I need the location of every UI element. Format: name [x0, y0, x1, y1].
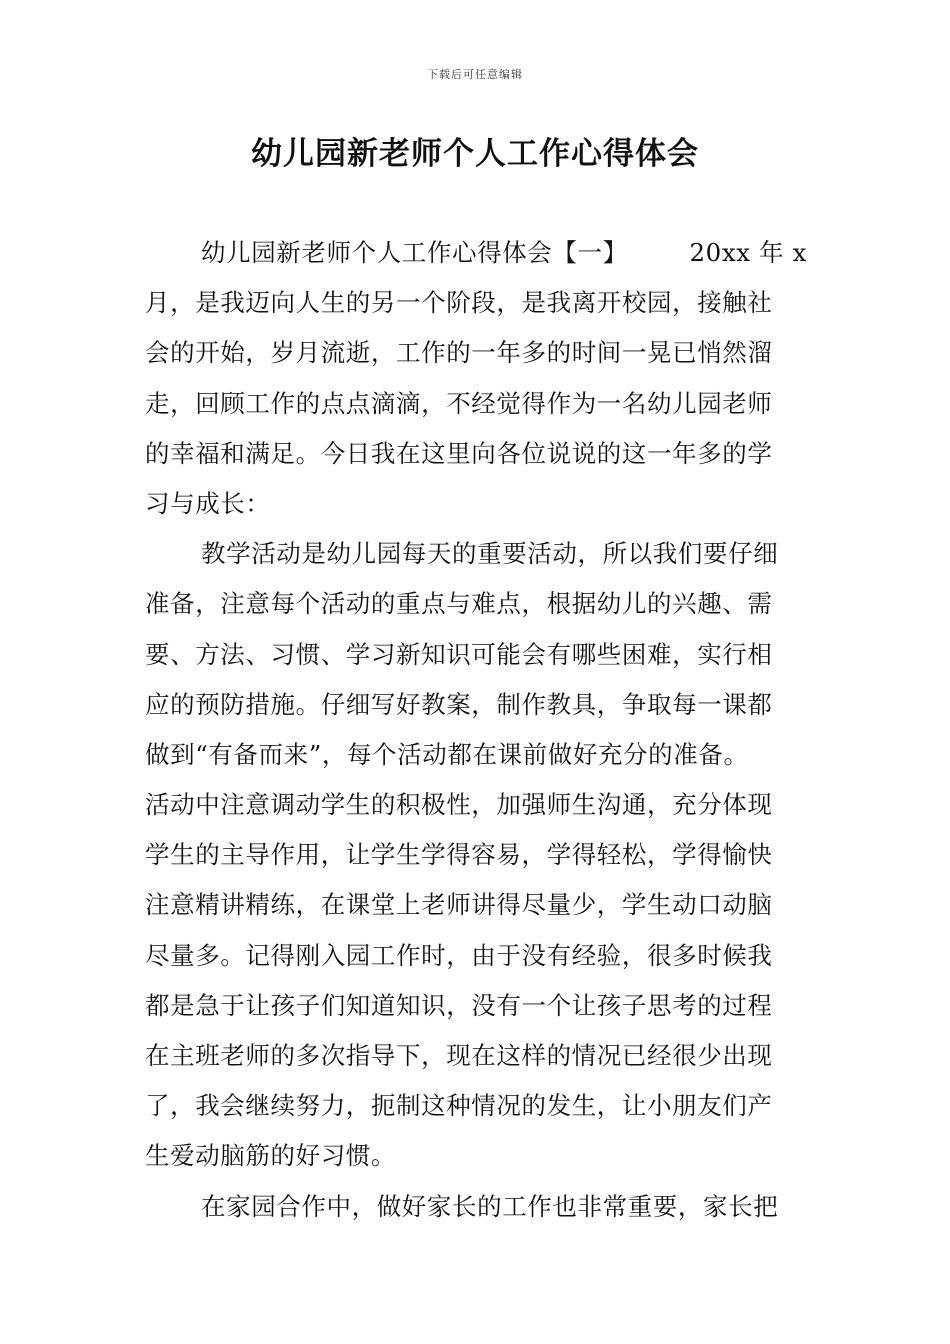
paragraph-3-line-1: 在家园合作中，做好家长的工作也非常重要，家长把: [201, 1191, 779, 1221]
paragraph-2-line-10: 都是急于让孩子们知道知识，没有一个让孩子思考的过程: [145, 990, 773, 1020]
paragraph-2-line-2: 准备，注意每个活动的重点与难点，根据幼儿的兴趣、需: [145, 589, 773, 619]
paragraph-2-line-13: 生爱动脑筋的好习惯。: [145, 1141, 396, 1171]
paragraph-2-line-12: 了，我会继续努力，扼制这种情况的发生，让小朋友们产: [145, 1091, 773, 1121]
paragraph-1-line-2: 月，是我迈向人生的另一个阶段，是我离开校园，接触社: [145, 288, 773, 318]
paragraph-2-line-3: 要、方法、习惯、学习新知识可能会有哪些困难，实行相: [145, 639, 773, 669]
paragraph-2-line-7: 学生的主导作用，让学生学得容易，学得轻松，学得愉快: [145, 840, 773, 870]
paragraph-2-line-9: 尽量多。记得刚入园工作时，由于没有经验，很多时候我: [145, 940, 773, 970]
paragraph-1-line-3: 会的开始，岁月流逝，工作的一年多的时间一晃已悄然溜: [145, 338, 773, 368]
document-body: [145, 228, 807, 1232]
paragraph-2-line-6: 活动中注意调动学生的积极性，加强师生沟通，充分体现: [145, 790, 773, 820]
section-heading: 幼儿园新老师个人工作心得体会【一】: [201, 238, 628, 267]
paragraph-1-line-1: [145, 228, 807, 278]
paragraph-2-line-1: 教学活动是幼儿园每天的重要活动，所以我们要仔细: [201, 539, 779, 569]
paragraph-2-line-4: 应的预防措施。仔细写好教案，制作教具，争取每一课都: [145, 689, 773, 719]
document-title: 幼儿园新老师个人工作心得体会: [251, 136, 699, 172]
paragraph-1-line-5: 的幸福和满足。今日我在这里向各位说说的这一年多的学: [145, 438, 773, 468]
paragraph-2-line-8: 注意精讲精练，在课堂上老师讲得尽量少，学生动口动脑: [145, 890, 773, 920]
paragraph-1-line-4: 走，回顾工作的点点滴滴，不经觉得作为一名幼儿园老师: [145, 388, 773, 418]
paragraph-2-line-5: 做到“有备而来”，每个活动都在课前做好充分的准备。: [145, 739, 749, 769]
paragraph-2-line-11: 在主班老师的多次指导下，现在这样的情况已经很少出现: [145, 1041, 773, 1070]
paragraph-1-line-6: 习与成长：: [145, 488, 271, 518]
header-note: 下载后可任意编辑: [427, 68, 523, 81]
date-text: 20xx 年 x: [689, 238, 807, 267]
